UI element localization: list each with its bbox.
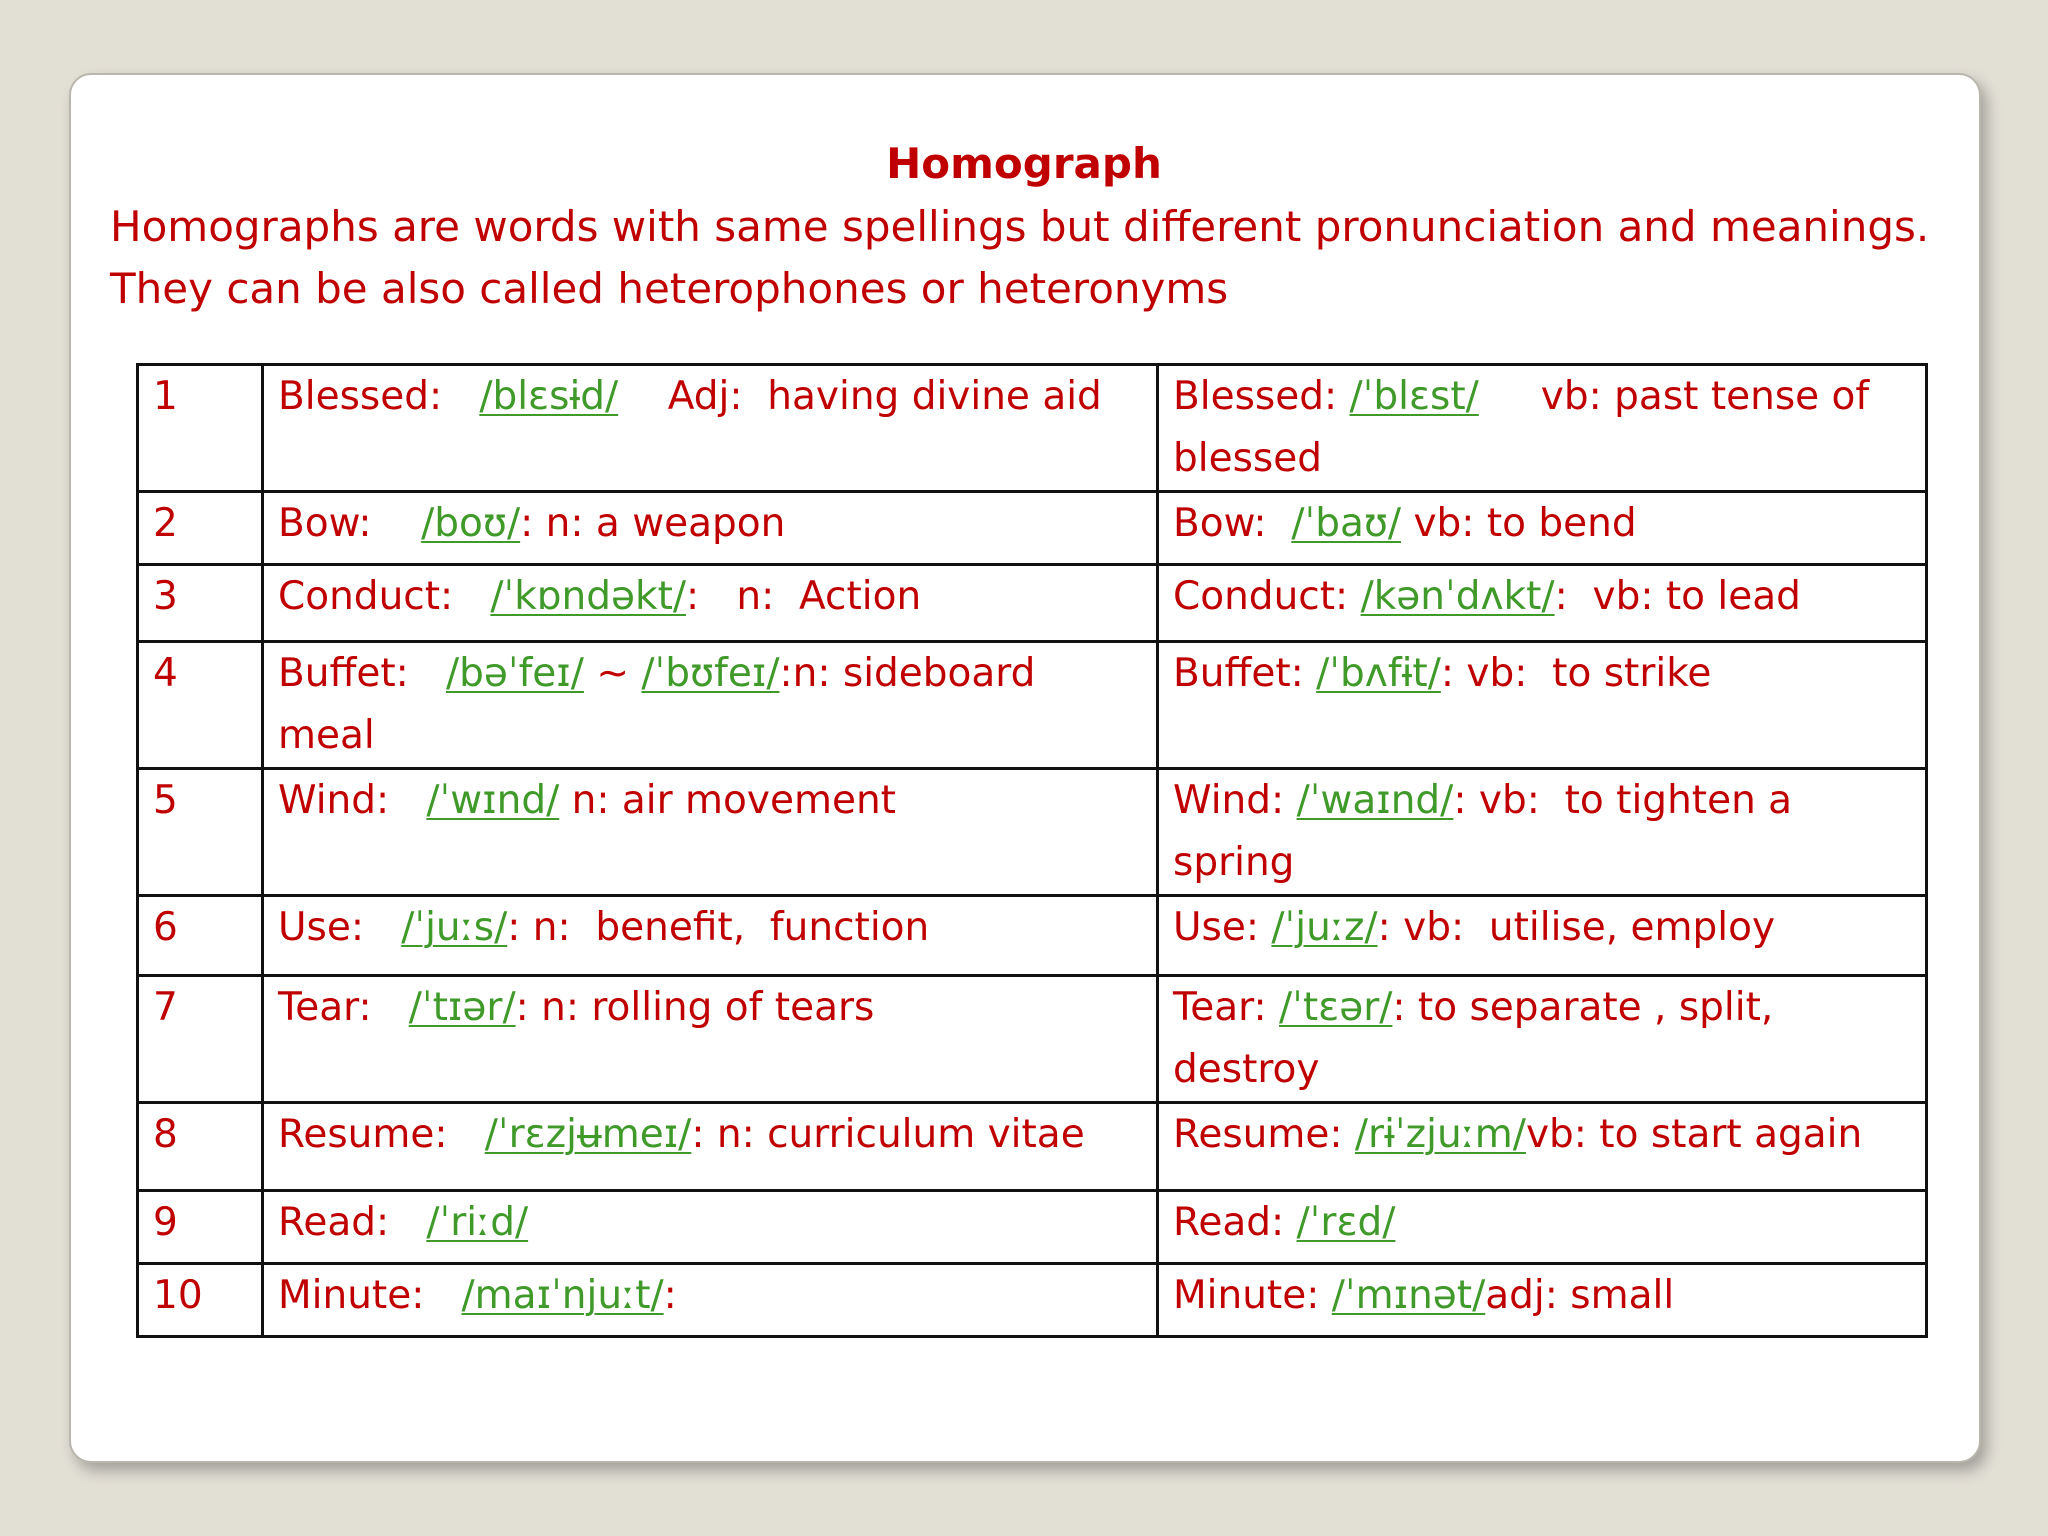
table-row [138,365,1927,492]
intro-line-1: Homographs are words with same spellings but different pronunciation and meanings. [110,202,1930,251]
meaning-text: : n: Action [686,574,922,619]
left-cell [263,1264,1158,1337]
ipa-transcription: /ˈrɛd/ [1296,1200,1396,1245]
word-label: Tear: [1173,985,1279,1030]
word-label: Use: [278,905,402,950]
ipa-transcription: /boʊ/ [421,501,521,546]
row-number: 9 [138,1191,263,1264]
meaning-text: : n: a weapon [520,501,786,546]
separator: ~ [583,651,642,696]
ipa-transcription: /rɨˈzjuːm/ [1354,1112,1526,1157]
word-label: Tear: [278,985,409,1030]
meaning-text: : vb: to strike [1440,651,1712,696]
left-cell [263,642,1158,769]
ipa-transcription: /kənˈdʌkt/ [1360,574,1555,619]
meaning-text: : vb: utilise, employ [1377,905,1776,950]
left-cell [263,769,1158,896]
right-cell [1158,976,1927,1103]
table-row [138,642,1927,769]
row-number: 4 [138,642,263,769]
intro-text [110,196,2010,320]
table-row [138,1103,1927,1191]
table-row [138,565,1927,642]
row-number: 6 [138,896,263,976]
word-label: Conduct: [278,574,491,619]
meaning-text: Adj: having divine aid [618,374,1102,419]
meaning-text: adj: small [1485,1273,1675,1318]
ipa-transcription: /maɪˈnjuːt/ [461,1273,664,1318]
right-cell [1158,896,1927,976]
right-cell [1158,365,1927,492]
left-cell [263,565,1158,642]
left-cell [263,492,1158,565]
ipa-transcription: /ˈblɛst/ [1349,374,1479,419]
meaning-text: :n: sideboard meal [278,651,1048,758]
left-cell [263,1191,1158,1264]
meaning-text: vb: to start again [1525,1112,1863,1157]
slide-title: Homograph [886,139,1162,188]
ipa-transcription-alt: /ˈbʊfeɪ/ [641,651,780,696]
meaning-text: : [663,1273,677,1318]
word-label: Wind: [278,778,427,823]
meaning-text: vb: past tense of blessed [1173,374,1882,481]
left-cell [263,976,1158,1103]
row-number: 3 [138,565,263,642]
meaning-text: : n: curriculum vitae [691,1112,1085,1157]
word-label: Read: [1173,1200,1297,1245]
ipa-transcription: /ˈjuːs/ [401,905,508,950]
ipa-transcription: /bəˈfeɪ/ [445,651,584,696]
left-cell [263,896,1158,976]
row-number: 5 [138,769,263,896]
row-number: 7 [138,976,263,1103]
word-label: Bow: [278,501,422,546]
ipa-transcription: /ˈjuːz/ [1271,905,1378,950]
right-cell [1158,1264,1927,1337]
table-row [138,896,1927,976]
right-cell [1158,642,1927,769]
ipa-transcription: /ˈbaʊ/ [1291,501,1402,546]
right-cell [1158,1191,1927,1264]
ipa-transcription: /ˈmɪnət/ [1331,1273,1486,1318]
word-label: Blessed: [278,374,480,419]
ipa-transcription: /ˈwɪnd/ [426,778,560,823]
word-label: Resume: [278,1112,485,1157]
row-number: 1 [138,365,263,492]
word-label: Resume: [1173,1112,1355,1157]
ipa-transcription: /ˈbʌfɨt/ [1316,651,1441,696]
ipa-transcription: /ˈwaɪnd/ [1296,778,1454,823]
word-label: Buffet: [278,651,446,696]
word-label: Blessed: [1173,374,1350,419]
ipa-transcription: /ˈriːd/ [426,1200,529,1245]
word-label: Minute: [278,1273,462,1318]
row-number: 10 [138,1264,263,1337]
meaning-text: : vb: to tighten a spring [1173,778,1805,885]
meaning-text: : n: benefit, function [507,905,930,950]
ipa-transcription: /ˈkɒndəkt/ [490,574,687,619]
word-label: Use: [1173,905,1272,950]
intro-line-2: They can be also called heterophones or heteronyms [110,264,1229,313]
ipa-transcription: /ˈrɛzjʉmeɪ/ [484,1112,692,1157]
right-cell [1158,1103,1927,1191]
table-row [138,976,1927,1103]
meaning-text: : vb: to lead [1554,574,1801,619]
meaning-text: n: air movement [559,778,896,823]
word-label: Minute: [1173,1273,1332,1318]
right-cell [1158,492,1927,565]
meaning-text: vb: to bend [1401,501,1637,546]
word-label: Wind: [1173,778,1297,823]
meaning-text: : n: rolling of tears [515,985,875,1030]
word-label: Conduct: [1173,574,1361,619]
right-cell [1158,769,1927,896]
ipa-transcription: /ˈtɪər/ [408,985,516,1030]
word-label: Read: [278,1200,427,1245]
homograph-table [136,363,1928,1338]
table-row [138,492,1927,565]
table-row [138,769,1927,896]
left-cell [263,1103,1158,1191]
ipa-transcription: /ˈtɛər/ [1278,985,1393,1030]
row-number: 2 [138,492,263,565]
table-row [138,1264,1927,1337]
word-label: Buffet: [1173,651,1317,696]
left-cell [263,365,1158,492]
meaning-text: : to separate , split, destroy [1173,985,1786,1092]
ipa-transcription: /blɛsɨd/ [479,374,619,419]
right-cell [1158,565,1927,642]
table-row [138,1191,1927,1264]
word-label: Bow: [1173,501,1292,546]
row-number: 8 [138,1103,263,1191]
